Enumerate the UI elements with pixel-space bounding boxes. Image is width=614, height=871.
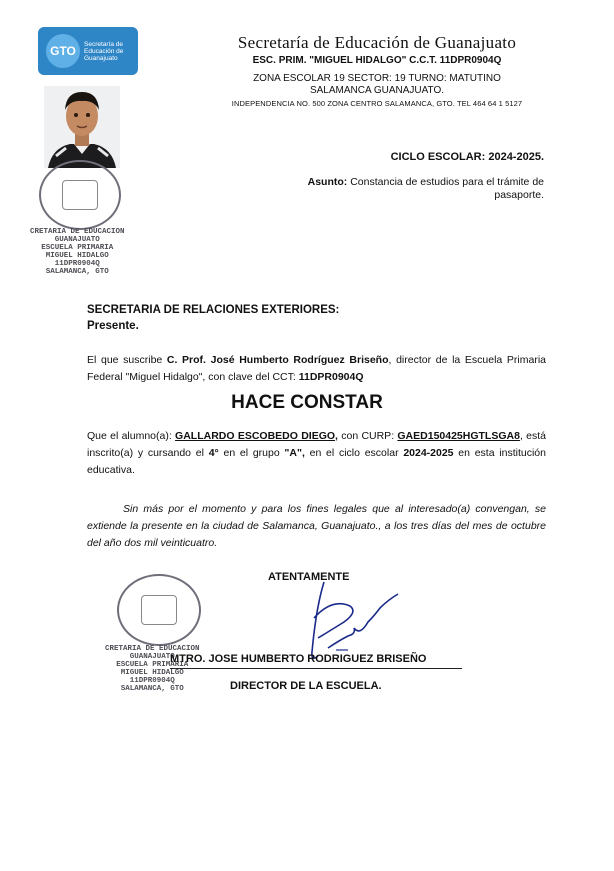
city-line: SALAMANCA GUANAJUATO. bbox=[309, 85, 445, 96]
presente: Presente. bbox=[87, 320, 139, 332]
official-stamp-top bbox=[39, 160, 121, 230]
coat-of-arms-icon bbox=[62, 180, 98, 210]
signature-line bbox=[170, 668, 462, 669]
addressee: SECRETARIA DE RELACIONES EXTERIORES: bbox=[87, 304, 340, 316]
official-stamp-bottom bbox=[117, 574, 201, 646]
intro-paragraph: El que suscribe C. Prof. José Humberto Rodríguez Briseño, director de la Escuela Primaria Federal "Miguel Hidalgo", con clave del CCT: 11DPR0904Q bbox=[87, 354, 546, 383]
atentamente: ATENTAMENTE bbox=[268, 571, 350, 583]
certification-paragraph: Que el alumno(a): GALLARDO ESCOBEDO DIEGO, con CURP: GAED150425HGTLSGA8, está inscrito(a) y cursando el 4° en el grupo "A", en el ciclo escolar 2024-2025 en esta institución educativa. bbox=[87, 430, 546, 476]
address-line: INDEPENDENCIA NO. 500 ZONA CENTRO SALAMANCA, GTO. TEL 464 64 1 5127 bbox=[231, 99, 523, 108]
ciclo-escolar: CICLO ESCOLAR: 2024-2025. bbox=[390, 151, 544, 163]
coat-of-arms-icon bbox=[141, 595, 177, 625]
director-signature-name: MTRO. JOSE HUMBERTO RODRIGUEZ BRISEÑO bbox=[170, 653, 427, 665]
asunto bbox=[264, 176, 544, 202]
asunto-label: Asunto: bbox=[307, 176, 348, 188]
director-name: C. Prof. José Humberto Rodríguez Briseño bbox=[166, 354, 389, 366]
asunto-text: Constancia de estudios para el trámite de pasaporte. bbox=[350, 176, 544, 201]
gto-logo-badge: GTO bbox=[46, 34, 80, 68]
hace-constar-heading: HACE CONSTAR bbox=[231, 392, 383, 413]
school-year: 2024-2025 bbox=[403, 447, 454, 459]
student-curp: GAED150425HGTLSGA8 bbox=[397, 430, 520, 442]
closing-paragraph: Sin más por el momento y para los fines legales que al interesado(a) convengan, se extiende la presente en la ciudad de Salamanca, Guanajuato., a los tres días del mes de octubre del año dos mil veinticuatro. bbox=[87, 503, 546, 549]
cct-code: 11DPR0904Q bbox=[298, 371, 364, 383]
zone-line: ZONA ESCOLAR 19 SECTOR: 19 TURNO: MATUTINO bbox=[253, 73, 501, 84]
secretaria-title: Secretaría de Educación de Guanajuato bbox=[237, 33, 517, 52]
group: "A", bbox=[284, 447, 305, 459]
stamp-bottom-text: CRETARIA DE EDUCACION GUANAJUATO ESCUELA PRIMARIA MIGUEL HIDALGO 11DPR0904Q SALAMANCA, GTO bbox=[105, 645, 200, 693]
gto-logo-text: Secretaría de Educación de Guanajuato bbox=[84, 40, 124, 62]
school-line: ESC. PRIM. "MIGUEL HIDALGO" C.C.T. 11DPR0904Q bbox=[252, 55, 502, 66]
director-title: DIRECTOR DE LA ESCUELA. bbox=[230, 680, 382, 692]
student-photo bbox=[44, 86, 120, 168]
stamp-top-text: CRETARIA DE EDUCACION GUANAJUATO ESCUELA PRIMARIA MIGUEL HIDALGO 11DPR0904Q SALAMANCA, GTO bbox=[30, 228, 125, 276]
grade: 4° bbox=[208, 447, 219, 459]
student-name: GALLARDO ESCOBEDO DIEGO, bbox=[175, 430, 338, 442]
